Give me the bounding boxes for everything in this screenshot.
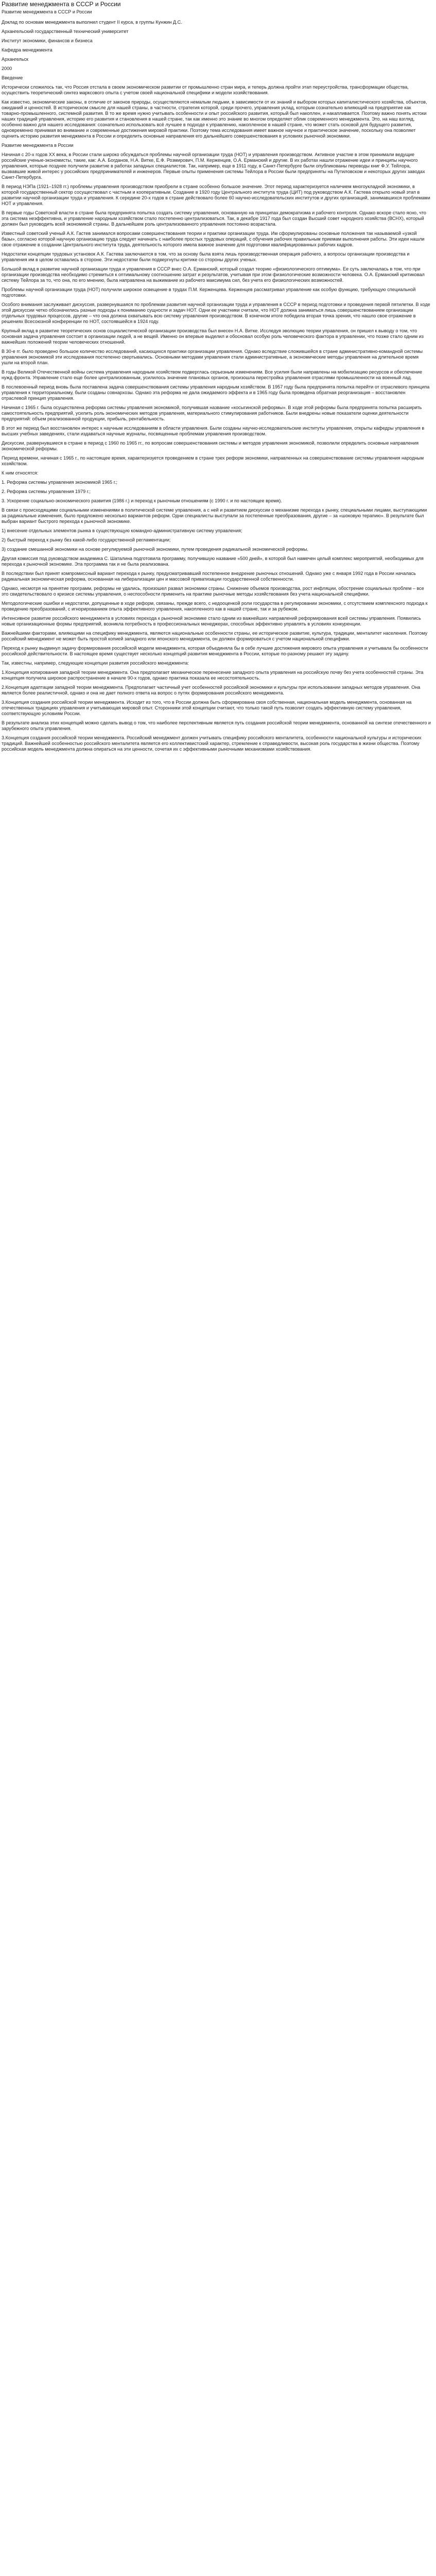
paragraph: 3.Концепция создания российской теории менеджмента. Российский менеджмент должен учитывать специфику российского менталитета, особенности национальной культуры и исторических традиций. Важнейшей особенностью российского менталитета является его коллективистский характер, стремление к справедливости, высокая роль государства в жизни общества. Поэтому российская модель менеджмента должна опираться на эти ценности, сочетая их с эффективными рыночными механизмами хозяйствования. <box>2 735 422 752</box>
section-heading: Институт экономики, финансов и бизнеса <box>2 38 93 43</box>
paragraph: Большой вклад в развитие научной организации труда и управления в СССР внес О.А. Ерманский, который создал теорию «физиологического оптимума». Ее суть заключалась в том, что при организации производства необходимо стремиться к оптимальному соотношению затрат и результатов, учитывая при этом физиологические возможности человека. О.А. Ерманский критиковал систему Тейлора за то, что она, по его мнению, была направлена на выжимание из рабочего максимума сил, без учета его физиологических возможностей. <box>2 266 425 283</box>
section-heading: Архангельский государственный технический университет <box>2 29 129 34</box>
paragraph: Известный советский ученый А.К. Гастев занимался вопросами совершенствования теории и практики организации труда. Им сформулированы основные положения так называемой «узкой базы», согласно которой научную организацию труда следует начинать с наиболее простых трудовых операций, с обучения рабочих правильным приемам выполнения работы. Эти идеи нашли свое отражение в создании Центрального института труда, деятельность которого имела важное значение для подготовки квалифицированных рабочих кадров. <box>2 231 425 247</box>
paragraph: 3. Ускорение социально-экономического развития (1986 г.) и переход к рыночным отношениям (с 1990 г. и по настоящее время). <box>2 498 282 503</box>
paragraph: 2. Реформа системы управления 1979 г.; <box>2 489 91 494</box>
paragraph: Так, известны, например, следующие концепции развития российского менеджмента: <box>2 660 189 666</box>
paragraph: В этот же период был восстановлен интерес к научным исследованиям в области управления. Были созданы научно-исследовательские институты управления, открыты кафедры управления в высших учебных заведениях, стали издаваться научные журналы, посвященные проблемам управления производством. <box>2 426 425 436</box>
paragraph: 2.Концепция адаптации западной теории менеджмента. Предполагает частичный учет особенностей российской экономики и культуры при использовании западных методов управления. Она является более реалистичной, однако и она не дает полного ответа на вопрос о путях формирования российского менеджмента. <box>2 685 421 696</box>
paragraph: 2) быстрый переход к рынку без какой-либо государственной регламентации; <box>2 537 171 543</box>
paragraph: 1) внесение отдельных элементов рынка в существующую командно-административную систему управления; <box>2 528 242 533</box>
section-heading: К ним относятся: <box>2 470 39 476</box>
paragraph: В связи с происходящими социальными изменениями в политической системе управления, а с ней и развитием дискуссии о механизме перехода к рынку, специальными лицами, выступающими за радикальные изменения, было предложено несколько вариантов реформ. Одни специалисты выступали за постепенные преобразования, другие – за «шоковую терапию». В результате был выбран вариант быстрого перехода к рыночной экономике. <box>2 507 427 524</box>
paragraph: Дискуссии, развернувшиеся в стране в период с 1960 по 1965 гг., по вопросам совершенствования системы и методов управления экономикой, позволили определить основные направления экономической реформы. <box>2 440 419 451</box>
paragraph: 1. Реформа системы управления экономикой 1965 г.; <box>2 480 117 485</box>
paragraph: Недостатки концепции трудовых установок А.К. Гастева заключаются в том, что за основу была взята лишь производственная операция рабочего, а вопросы организации производства и управления им в целом оставались в стороне. Эти недостатки были подвергнуты критике со стороны других ученых. <box>2 251 410 262</box>
section-heading: 2000 <box>2 66 12 71</box>
paragraph: В первые годы Советской власти в стране была предпринята попытка создать систему управления, основанную на принципах демократизма и рабочего контроля. Однако вскоре стало ясно, что эта система неэффективна, и управление народным хозяйством стало постепенно централизоваться. Так, в декабре 1917 года был создан Высший совет народного хозяйства (ВСНХ), который должен был руководить всей экономикой страны. В дальнейшем роль централизованного управления постоянно возрастала. <box>2 210 426 227</box>
paragraph: В период НЭПа (1921–1928 гг.) проблемы управления производством приобрели в стране особенно большое значение. Этот период характеризуется наличием многоукладной экономики, в которой государственный сектор сосуществовал с частным и кооперативным. Создание в 1920 году Центрального института труда (ЦИТ) под руководством А.К. Гастева открыло новый этап в развитии научной организации труда и управления. К середине 20-х годов в стране действовало более 60 научно-исследовательских институтов и других организаций, занимавшихся проблемами НОТ и управления. <box>2 184 430 206</box>
paragraph: 1.Концепция копирования западной теории менеджмента. Она предполагает механическое перенесение западного опыта управления на российскую почву без учета особенностей страны. Эта концепция получила широкое распространение в начале 90-х годов, однако практика показала ее несостоятельность. <box>2 670 424 681</box>
paragraph: Другая комиссия под руководством академика С. Шаталина подготовила программу, получившую название «500 дней», в которой был намечен целый комплекс мероприятий, необходимых для перехода к рыночной экономике. Эта программа так и не была реализована. <box>2 556 424 567</box>
paragraph: В последствии был принят компромиссный вариант перехода к рынку, предусматривавший постепенное внедрение рыночных отношений. Однако уже с января 1992 года в России началась радикальная экономическая реформа, основанная на либерализации цен и массовой приватизации государственной собственности. <box>2 571 416 582</box>
page-title: Развитие менеджмента в СССР и России <box>2 1 121 8</box>
paragraph: Период времени, начиная с 1965 г., по настоящее время, характеризуется проведением в стране трех реформ экономики, направленных на совершенствование системы управления народным хозяйством. <box>2 455 424 466</box>
paragraph: Начиная с 20-х годов XX века, в России стали широко обсуждаться проблемы научной организации труда (НОТ) и управления производством. Активное участие в этом принимали ведущие российские ученые-экономисты, такие, как: А.А. Богданов, Н.А. Витке, Е.Ф. Розмирович, П.М. Керженцев, О.А. Ерманский и другие. В их работах нашли отражение идеи и принципы научного управления, которые позднее получили развитие в работах западных специалистов. Так, например, еще в 1911 году, в Санкт-Петербурге были опубликованы переводы книг Ф.У. Тейлора, вызвавшие живой интерес у российских предпринимателей и инженеров. Первые опыты применения системы Тейлора в России были предприняты на Путиловском и некоторых других заводах Санкт-Петербурга. <box>2 152 425 180</box>
paragraph: В послевоенный период вновь была поставлена задача совершенствования системы управления народным хозяйством. В 1957 году была предпринята попытка перейти от отраслевого принципа управления к территориальному, были созданы совнархозы. Однако эта реформа не дала ожидаемого эффекта и в 1965 году была проведена обратная реорганизация – восстановлен отраслевой принцип управления. <box>2 384 430 401</box>
paragraph: Интенсивное развитие российского менеджмента в условиях перехода к рыночной экономике стало одним из важнейших направлений реформирования всей системы управления. Появились новые организационные формы предприятий, возникла потребность в профессиональных менеджерах, способных эффективно управлять в условиях конкуренции. <box>2 616 421 626</box>
paragraph: Крупный вклад в развитие теоретических основ социалистической организации производства был внесен Н.А. Витке. Исследуя эволюцию теории управления, он пришел к выводу о том, что основная задача управления состоит в организации людей, а не вещей. Именно он впервые выделил и обосновал особую роль человеческого фактора в управлении, что позже стало одним из важнейших положений теории человеческих отношений. <box>2 328 424 345</box>
paragraph: Методологические ошибки и недостатки, допущенные в ходе реформ, связаны, прежде всего, с недооценкой роли государства в регулировании экономики, с отсутствием комплексного подхода к проведению преобразований, с игнорированием опыта эффективного управления, накопленного как в нашей стране, так и за рубежом. <box>2 601 428 612</box>
paragraph: Начиная с 1965 г. была осуществлена реформа системы управления экономикой, получившая название «косыгинской реформы». В ходе этой реформы была предпринята попытка расширить самостоятельность предприятий, усилить роль экономических методов управления, материального стимулирования работников. Были внедрены новые показатели оценки деятельности предприятий: объем реализованной продукции, прибыль, рентабельность. <box>2 405 422 421</box>
section-heading: Введение <box>2 75 23 80</box>
paragraph: Однако, несмотря на принятие программ, реформы не удались, произошел развал экономики страны. Снижение объемов производства, рост инфляции, обострение социальных проблем – все это свидетельствовало о кризисе системы управления, о неспособности применить на практике рыночные методы хозяйствования без учета национальной специфики. <box>2 586 424 597</box>
paragraph: Важнейшими факторами, влияющими на специфику менеджмента, являются национальные особенности страны, ее историческое развитие, культура, традиции, менталитет населения. Поэтому российский менеджмент не может быть простой копией западного или японского менеджмента, он должен формироваться с учетом национальной специфики. <box>2 631 428 641</box>
paragraph: В годы Великой Отечественной войны система управления народным хозяйством подверглась серьезным изменениям. Все усилия были направлены на мобилизацию ресурсов и обеспечение нужд фронта. Управление стало еще более централизованным, усилилось значение плановых органов, произошла перестройка управления отраслями промышленности на военный лад. <box>2 369 423 380</box>
paragraph: Доклад по основам менеджмента выполнил студент II курса, в группы Кунжин Д.С. <box>2 20 182 25</box>
paragraph: Исторически сложилось так, что Россия отстала в своем экономическом развитии от промышленно стран мира, и теперь должна пройти этап переустройства, трансформации общества, осуществить теоретический синтез марксового опыта с учетом своей национальной специфики и модели хозяйствования. <box>2 84 409 95</box>
document-body <box>2 20 436 752</box>
paragraph: Особого внимания заслуживает дискуссия, развернувшаяся по проблемам развития научной организации труда и управления в СССР в период подготовки и проведения первой пятилетки. В ходе этой дискуссии четко обозначились разные подходы к пониманию сущности и задач НОТ. Одни ее участники считали, что НОТ должна заниматься лишь совершенствованием организации отдельных трудовых процессов, другие – что она должна охватывать всю систему управления производством. В конечном итоге победила вторая точка зрения, что нашло свое отражение в решениях Всесоюзной конференции по НОТ, состоявшейся в 1924 году. <box>2 302 430 324</box>
section-heading: Архангельск <box>2 57 28 62</box>
page-subtitle: Развитие менеджмента в СССР и России <box>2 9 92 14</box>
paragraph: В 30-е гг. было проведено большое количество исследований, касающихся практики организации управления. Однако вследствие сложившейся в стране административно-командной системы управления экономикой эти исследования постепенно свертывались. Основными методами управления стали административные, а экономические методы управления на длительное время ушли на второй план. <box>2 349 423 365</box>
section-heading: Кафедра менеджмента <box>2 47 53 53</box>
paragraph: Проблемы научной организации труда (НОТ) получили широкое освещение в трудах П.М. Керженцева. Керженцев рассматривал управление как особую функцию, требующую специальной подготовки. <box>2 287 416 298</box>
paragraph: Переход к рынку выдвинул задачу формирования российской модели менеджмента, которая объединяла бы в себе лучшие достижения мирового опыта управления и учитывала бы особенности российской действительности. В настоящее время существует несколько концепций развития менеджмента в России, которые по-разному решают эту задачу. <box>2 646 428 656</box>
paragraph: 3.Концепция создания российской теории менеджмента. Исходит из того, что в России должна быть сформирована своя собственная, национальная модель менеджмента, основанная на отечественных традициях управления и учитывающая мировой опыт. Сторонники этой концепции считают, что только такой путь позволит создать эффективную систему управления, соответствующую условиям России. <box>2 700 412 716</box>
paragraph: 3) создание смешанной экономики на основе регулируемой рыночной экономики, путем проведения радикальной экономической реформы. <box>2 547 308 552</box>
paragraph: В результате анализа этих концепций можно сделать вывод о том, что наиболее перспективным является путь создания российской теории менеджмента, основанной на синтезе отечественного и зарубежного опыта управления. <box>2 720 431 731</box>
paragraph: Как известно, экономические законы, в отличие от законов природы, осуществляются немалым людьми, в зависимости от их знаний и выбором которых капиталистического хозяйства, объектов, ожиданий и ценностей. В историческом смысле для нашей страны, в частности, стратегия которой, среди прочего, управления уклад, которым сознательно влияющий на предприятие как товарно-промышленного, системной развития. В то же время нужно учитывать особенности и опыт российского развития, который был накоплен, и накапливается. Поэтому важно понять истоки наших традиций управления, историю его развития и становления в нашей стране, так как именно это знание во многом определяет облик современного менеджмента. Это, на наш взгляд, особенно важно для нашего исследования: сознательно использовать всё лучшее в подходе к управлению, накопленное в нашей стране, что может стать основой для будущего развития, одновременно принимая во внимание и современные достижения мировой практики. Поэтому тема исследования имеет важное научное и практическое значение, поскольку она позволяет оценить историю развития менеджмента в России и определить основные направления его дальнейшего совершенствования в условиях рыночной экономики. <box>2 99 427 139</box>
section-heading: Развитие менеджмента в России <box>2 143 74 148</box>
